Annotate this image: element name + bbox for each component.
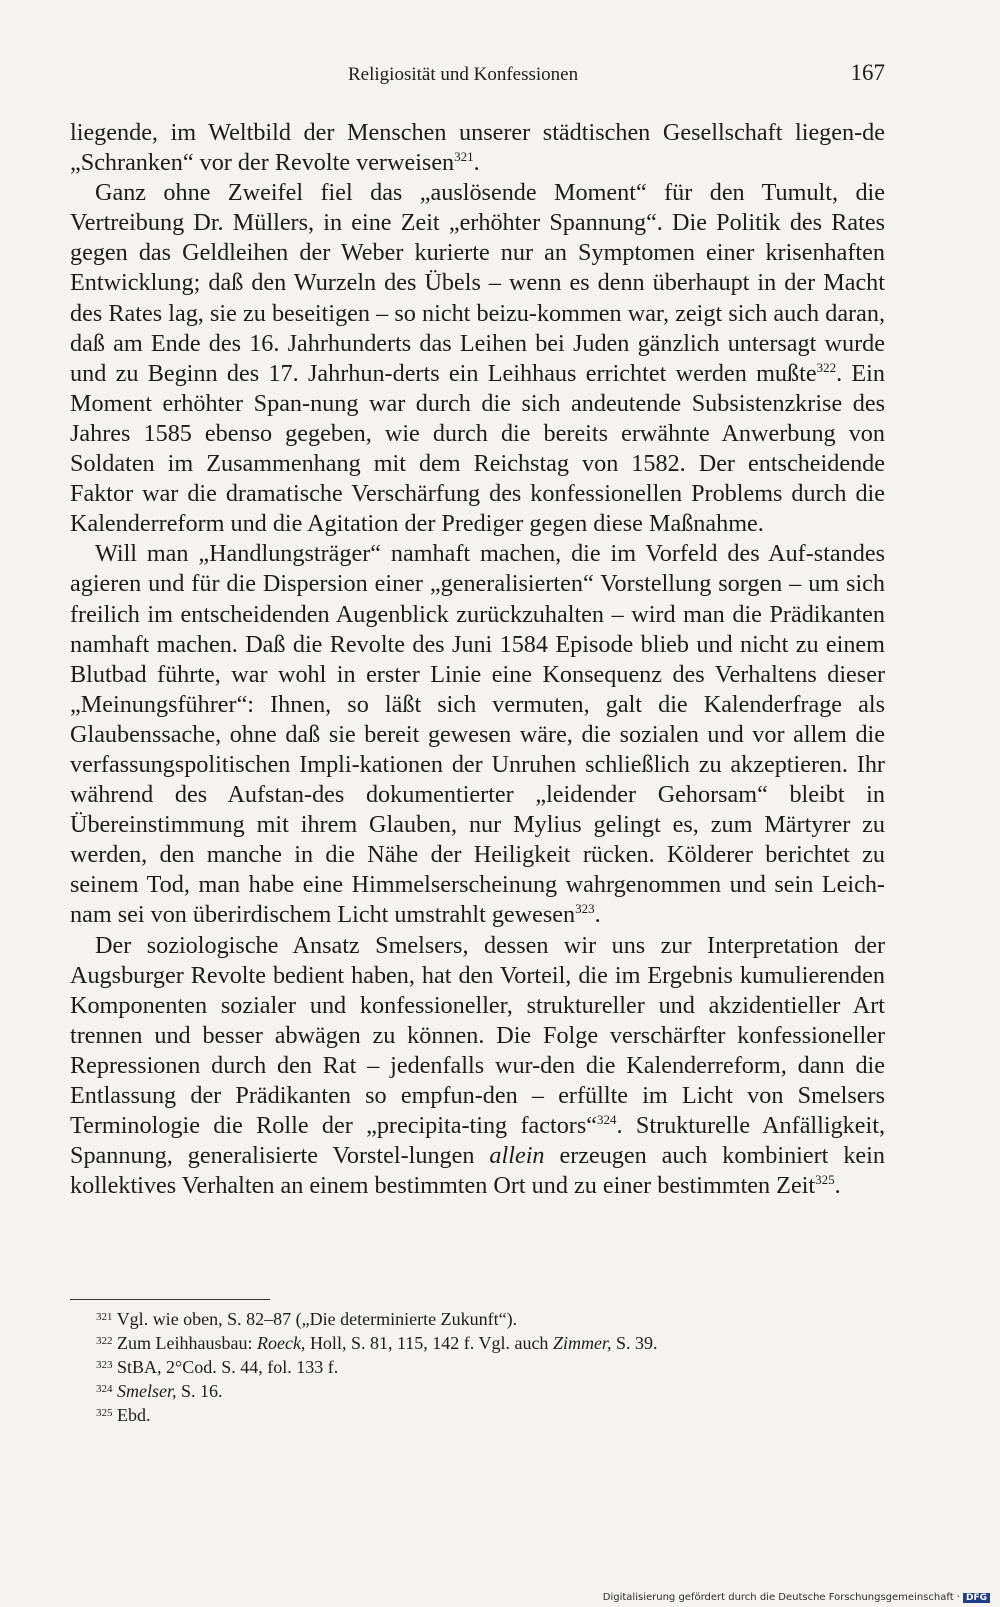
text-run: . (594, 901, 601, 929)
footnote-number: 321 (96, 1311, 113, 1323)
digitization-credit (603, 1592, 990, 1603)
paragraph-3 (70, 539, 885, 930)
footnote-number: 325 (96, 1407, 113, 1419)
footnote-ref-324[interactable]: 324 (597, 1112, 617, 1128)
footnote-text: Vgl. wie oben, S. 82–87 („Die determinierte Zukunft“). (116, 1309, 518, 1329)
text-run: . Strukturelle Anfälligkeit, Spannung, generalisierte Vorstel-lungen (70, 1112, 885, 1170)
paragraph-2 (70, 178, 885, 539)
author-name: Zimmer, (552, 1333, 612, 1353)
footnote-number: 323 (96, 1359, 113, 1371)
paragraph-4 (70, 931, 885, 1202)
footnote-text: S. 16. (176, 1381, 223, 1401)
footnote-322 (96, 1331, 876, 1355)
footnote-323 (96, 1355, 876, 1379)
running-head: Religiosität und Konfessionen (348, 64, 579, 85)
footnote-text: Ebd. (117, 1405, 151, 1425)
page-number: 167 (850, 60, 885, 85)
text-run: Will man „Handlungsträger“ namhaft machen, die im Vorfeld des Auf-standes agieren und für die Dispersion einer „generalisierten“ Vorstellung sorgen – um sich freilich im entscheidenden Augenblick zurückzuhalten – wird man die Prädikanten namhaft machen. Daß die Revolte des Juni 1584 Episode blieb und nicht zu einem Blutbad führte, war wohl in erster Linie eine Konsequenz des Verhaltens dieser „Meinungsführer“: Ihnen, so läßt sich vermuten, galt die Kalenderfrage als Glaubenssache, ohne daß sie bereit gewesen wäre, die sozialen und vor allem die verfassungspolitischen Impli-kationen der Unruhen schließlich zu akzeptieren. Ihr während des Aufstan-des dokumentierter „leidender Gehorsam“ bleibt in Übereinstimmung mit ihrem Glauben, nur Mylius gelingt es, zum Märtyrer zu werden, den manche in die Nähe der Heiligkeit rücken. Kölderer berichtet zu seinem Tod, man habe eine Himmelserscheinung wahrgenommen und sein Leich-nam sei von überirdischem Licht umstrahlt gewesen (70, 540, 885, 929)
text-run: liegende, im Weltbild der Menschen unserer städtischen Gesellschaft liegen-de „Schranken“ vor der Revolte verweisen (70, 119, 885, 177)
text-run: erzeugen auch kombiniert kein kollektives Verhalten an einem bestimmten Ort und zu einer bestimmten Zeit (70, 1142, 885, 1200)
footnote-325 (96, 1403, 876, 1427)
page-header (70, 62, 885, 92)
text-run: Der soziologische Ansatz Smelsers, dessen wir uns zur Interpretation der Augsburger Revolte bedient haben, hat den Vorteil, die im Ergebnis kumulierenden Komponenten sozialer und konfessioneller, struktureller und akzidentieller Art trennen und besser abwägen zu können. Die Folge verschärfter konfessioneller Repressionen durch den Rat – jedenfalls wur-den die Kalenderreform, dann die Entlassung der Prädikanten so empfun-den – erfüllte im Licht von Smelsers Terminologie die Rolle der „precipita-ting factors“ (70, 931, 885, 1140)
footnote-text: Holl, S. 81, 115, 142 f. Vgl. auch (305, 1333, 553, 1353)
author-name: Roeck, (256, 1333, 306, 1353)
footnote-text: S. 39. (611, 1333, 658, 1353)
footnote-text: Zum Leihhausbau: (117, 1333, 257, 1353)
footnotes (96, 1307, 876, 1427)
footnote-divider (70, 1299, 270, 1300)
footnote-324 (96, 1379, 876, 1403)
footnote-text: StBA, 2°Cod. S. 44, fol. 133 f. (117, 1357, 339, 1377)
text-run: . (834, 1172, 841, 1200)
text-run: . Ein Moment erhöhter Span-nung war durch die sich andeutende Subsistenzkrise des Jahres 1585 ebenso gegeben, wie durch die bereits erwähnte Anwerbung von Soldaten im Zusammenhang mit dem Reichstag von 1582. Der entscheidende Faktor war die dramatische Verschärfung des konfessionellen Problems durch die Kalenderreform und die Agitation der Prediger gegen diese Maßnahme. (70, 359, 886, 538)
footnote-number: 322 (96, 1335, 113, 1347)
footnote-ref-323[interactable]: 323 (575, 901, 595, 917)
text-run: . (473, 149, 480, 177)
body-text (70, 118, 885, 1201)
credit-text: Digitalisierung gefördert durch die Deutsche Forschungsgemeinschaft · (602, 1592, 960, 1603)
author-name: Smelser, (117, 1381, 177, 1401)
footnote-ref-321[interactable]: 321 (454, 149, 474, 165)
text-run: Ganz ohne Zweifel fiel das „auslösende Moment“ für den Tumult, die Vertreibung Dr. Müllers, in eine Zeit „erhöhter Spannung“. Die Politik des Rates gegen das Geldleihen der Weber kurierte nur an Symptomen einer krisenhaften Entwicklung; daß den Wurzeln des Übels – wenn es denn überhaupt in der Macht des Rates lag, sie zu beseitigen – so nicht beizu-kommen war, zeigt sich auch daran, daß am Ende des 16. Jahrhunderts das Leihen bei Juden gänzlich untersagt wurde und zu Beginn des 17. Jahrhun-derts ein Leihhaus errichtet werden mußte (70, 179, 885, 387)
footnote-321 (96, 1307, 876, 1331)
footnote-ref-322[interactable]: 322 (816, 359, 837, 375)
paragraph-1 (70, 118, 885, 178)
footnote-ref-325[interactable]: 325 (815, 1172, 835, 1188)
footnote-number: 324 (96, 1383, 113, 1395)
emphasis-text: allein (489, 1142, 545, 1170)
dfg-logo: DFG (963, 1593, 990, 1603)
